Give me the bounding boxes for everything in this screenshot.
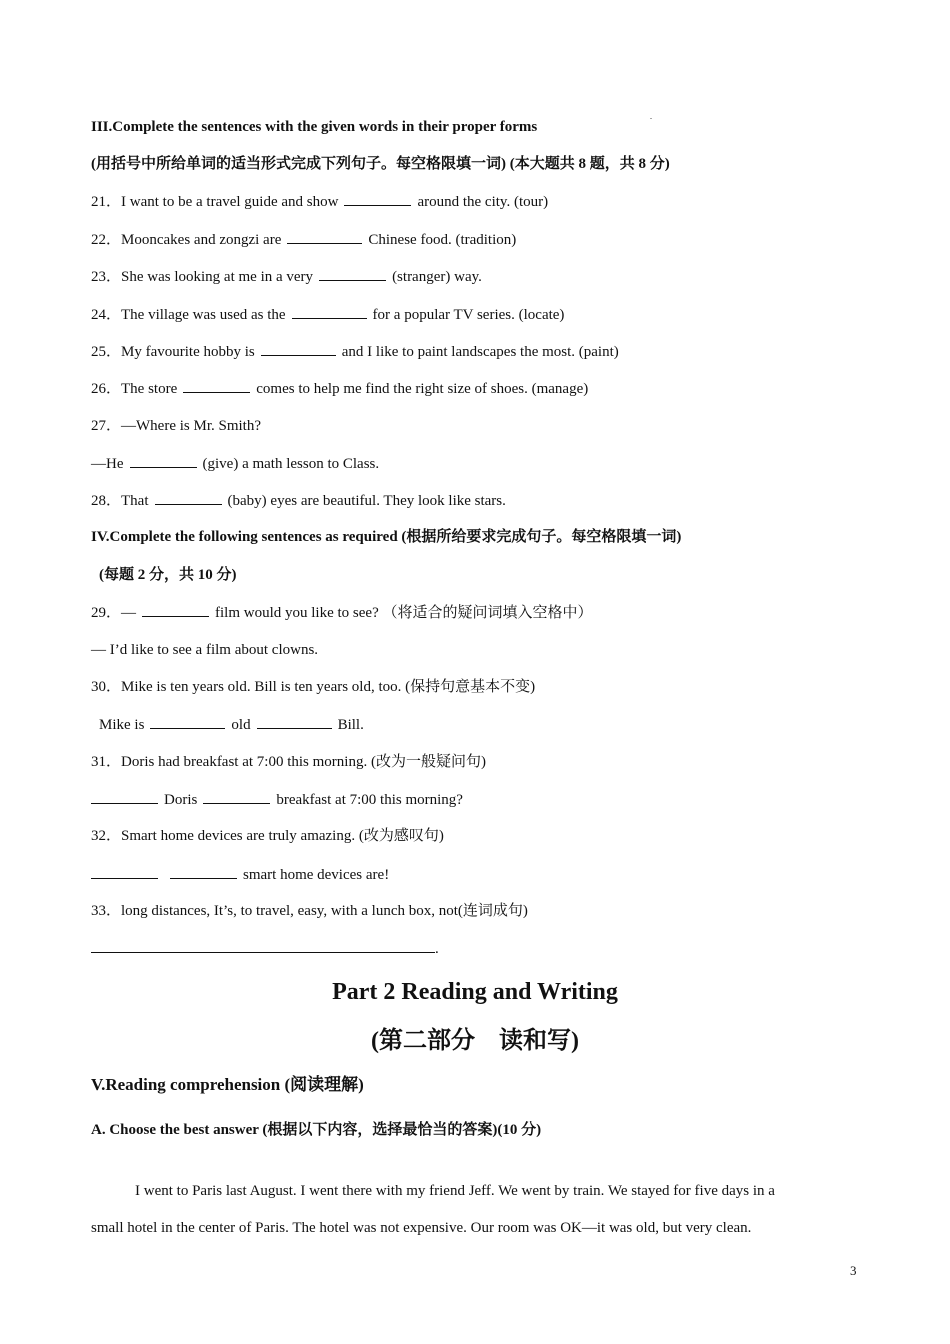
answer-blank[interactable] (203, 789, 270, 804)
answer-blank[interactable] (142, 602, 209, 617)
answer-blank[interactable] (261, 341, 336, 356)
question-24: 24．The village was used as the for a popular TV series. (locate) (91, 304, 564, 325)
question-23: 23．She was looking at me in a very (stranger) way. (91, 266, 482, 287)
answer-blank[interactable] (287, 229, 362, 244)
part-2-title: Part 2 Reading and Writing (332, 979, 618, 1005)
answer-line[interactable] (91, 938, 435, 953)
answer-blank[interactable] (170, 864, 237, 879)
question-31: 31．Doris had breakfast at 7:00 this morning. (改为一般疑问句) (91, 754, 486, 770)
answer-blank[interactable] (130, 453, 197, 468)
question-28: 28．That (baby) eyes are beautiful. They look like stars. (91, 490, 506, 511)
question-26: 26．The store comes to help me find the right size of shoes. (manage) (91, 378, 588, 399)
question-29-answer: — I’d like to see a film about clowns. (91, 642, 319, 658)
question-29: 29．— film would you like to see? （将适合的疑问词填入空格中） (91, 602, 593, 623)
answer-blank[interactable] (319, 266, 386, 281)
passage-line-2: small hotel in the center of Paris. The hotel was not expensive. Our room was OK—it was old, but very clean. (91, 1220, 752, 1236)
question-21: 21．I want to be a travel guide and show around the city. (tour) (91, 191, 548, 212)
part-2-subtitle: (第二部分 读和写) (371, 1028, 579, 1054)
answer-blank[interactable] (91, 789, 158, 804)
section-4-title: IV.Complete the following sentences as required (根据所给要求完成句子。每空格限填一词) (91, 529, 682, 545)
question-31-answer-line: Doris breakfast at 7:00 this morning? (91, 789, 463, 810)
answer-blank[interactable] (183, 378, 250, 393)
question-30-answer-line: Mike is old Bill. (99, 714, 364, 735)
answer-blank[interactable] (155, 490, 222, 505)
answer-blank[interactable] (292, 304, 367, 319)
question-32: 32．Smart home devices are truly amazing. (改为感叹句) (91, 828, 444, 844)
question-32-answer-line: smart home devices are! (91, 864, 389, 885)
page-number: 3 (850, 1263, 857, 1278)
question-27-answer-line: —He (give) a math lesson to Class. (91, 453, 379, 474)
answer-blank[interactable] (344, 191, 411, 206)
answer-blank[interactable] (150, 714, 225, 729)
question-33-answer-line: . (91, 938, 439, 959)
section-4-score: (每题 2 分，共 10 分) (99, 567, 237, 583)
question-27: 27．—Where is Mr. Smith? (91, 418, 261, 434)
section-5-part-a: A. Choose the best answer (根据以下内容，选择最恰当的答案)(10 分) (91, 1122, 542, 1138)
passage-line-1: I went to Paris last August. I went there with my friend Jeff. We went by train. We stayed for five days in a (135, 1183, 775, 1199)
answer-blank[interactable] (91, 864, 158, 879)
section-5-title: V.Reading comprehension (阅读理解) (91, 1075, 364, 1094)
question-30: 30．Mike is ten years old. Bill is ten years old, too. (保持句意基本不变) (91, 679, 536, 695)
section-3-title: III.Complete the sentences with the given words in their proper forms (91, 119, 538, 135)
section-3-subtitle: (用括号中所给单词的适当形式完成下列句子。每空格限填一词) (本大题共 8 题，共 8 分) (91, 156, 670, 172)
question-33: 33．long distances, It’s, to travel, easy, with a lunch box, not(连词成句) (91, 903, 528, 919)
question-25: 25．My favourite hobby is and I like to paint landscapes the most. (paint) (91, 341, 619, 362)
question-22: 22．Mooncakes and zongzi are Chinese food. (tradition) (91, 229, 516, 250)
stray-dot: . (650, 112, 652, 121)
answer-blank[interactable] (257, 714, 332, 729)
